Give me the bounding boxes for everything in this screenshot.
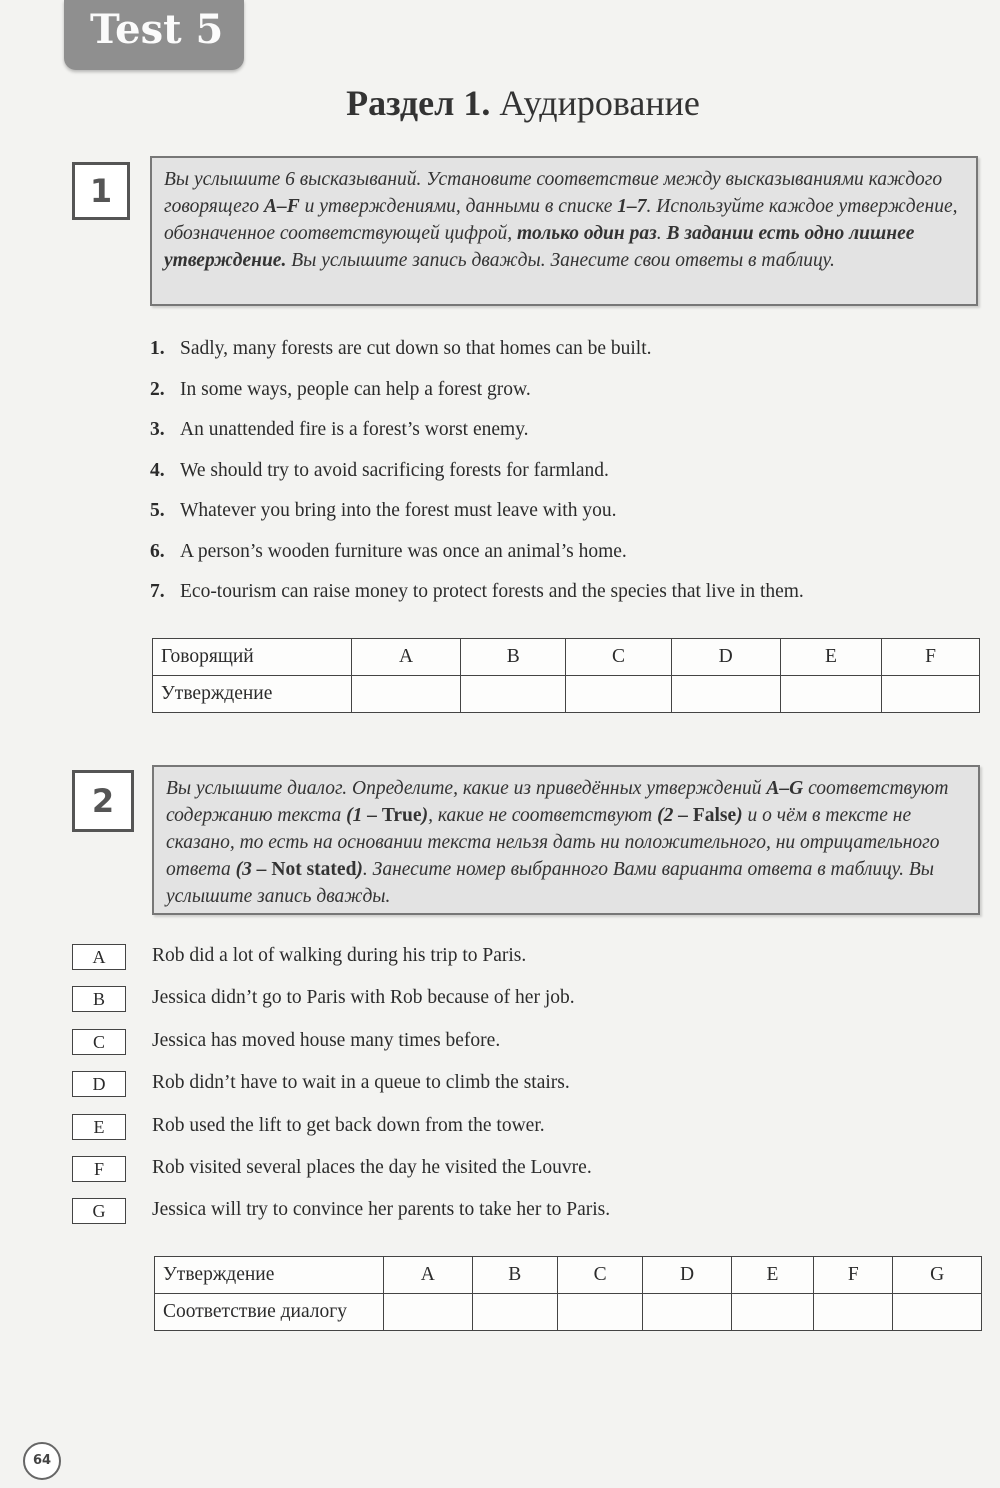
table-row [155, 1294, 982, 1331]
list-item: 5. Whatever you bring into the forest must leave with you. [150, 500, 617, 521]
statement-text: Jessica has moved house many times before. [152, 1030, 501, 1051]
answer-cell[interactable] [893, 1294, 982, 1331]
letter-label: G [72, 1198, 126, 1224]
answer-cell[interactable] [882, 676, 980, 713]
table-header-cell: E [780, 639, 881, 676]
task-2-instructions: Вы услышите диалог. Определите, какие из приведённых утверждений A–G соответствуют содержанию текста (1 – True), какие не соответствуют (2 – False) и о чём в тексте не сказано, то есть на основании текста нельзя дать ни положительного, ни отрицательного ответа (3 – Not stated). Занесите номер выбранного Вами варианта ответа в таблицу. Вы услышите запись дважды. [152, 765, 980, 915]
letter-label: A [72, 944, 126, 970]
answer-cell[interactable] [472, 1294, 557, 1331]
test-label-tab [64, 0, 244, 70]
table-header-cell: F [882, 639, 980, 676]
table-row-label: Утверждение [153, 676, 352, 713]
table-header-cell: F [814, 1257, 893, 1294]
test-label: Test 5 [90, 6, 224, 53]
letter-label: B [72, 986, 126, 1012]
letter-label: C [72, 1029, 126, 1055]
list-item: 7. Eco-tourism can raise money to protect forests and the species that live in them. [150, 581, 804, 602]
table-row [153, 676, 980, 713]
answer-cell[interactable] [780, 676, 881, 713]
table-header-cell: G [893, 1257, 982, 1294]
answer-cell[interactable] [671, 676, 780, 713]
task-1-number: 1 [72, 162, 130, 220]
statement-text: Jessica will try to convince her parents to take her to Paris. [152, 1199, 611, 1220]
table-header-cell: D [671, 639, 780, 676]
statement-text: Rob used the lift to get back down from the tower. [152, 1115, 545, 1136]
list-item: 2. In some ways, people can help a forest grow. [150, 378, 531, 400]
page-number: 64 [23, 1442, 61, 1480]
letter-label: E [72, 1114, 126, 1140]
task-1-answer-table [152, 638, 980, 713]
table-row [155, 1257, 982, 1294]
table-header-cell: E [731, 1257, 813, 1294]
table-header-cell: Говорящий [153, 639, 352, 676]
task-2-answer-table [154, 1256, 982, 1331]
table-header-cell: A [384, 1257, 473, 1294]
answer-cell[interactable] [557, 1294, 642, 1331]
task-1-statement-list [150, 334, 804, 618]
statement-text: Jessica didn’t go to Paris with Rob because of her job. [152, 987, 575, 1008]
section-title [0, 82, 1000, 124]
task-1-instructions: Вы услышите 6 высказываний. Установите соответствие между высказываниями каждого говорящего A–F и утверждениями, данными в списке 1–7. Используйте каждое утверждение, обозначенное соответствующей цифрой, только один раз. В задании есть одно лишнее утверждение. Вы услышите запись дважды. Занесите свои ответы в таблицу. [150, 156, 978, 306]
list-item: 1. Sadly, many forests are cut down so that homes can be built. [150, 338, 652, 359]
answer-cell[interactable] [643, 1294, 732, 1331]
statement-text: Rob didn’t have to wait in a queue to climb the stairs. [152, 1072, 570, 1093]
list-item: 4. We should try to avoid sacrificing forests for farmland. [150, 459, 609, 481]
answer-cell[interactable] [731, 1294, 813, 1331]
list-item: 3. An unattended fire is a forest’s worst enemy. [150, 419, 529, 440]
table-header-cell: D [643, 1257, 732, 1294]
table-header-cell: C [557, 1257, 642, 1294]
table-header-cell: Утверждение [155, 1257, 384, 1294]
answer-cell[interactable] [461, 676, 566, 713]
letter-label: F [72, 1156, 126, 1182]
table-row-label: Соответствие диалогу [155, 1294, 384, 1331]
table-header-cell: B [472, 1257, 557, 1294]
list-item: 6. A person’s wooden furniture was once an animal’s home. [150, 540, 627, 562]
letter-label: D [72, 1071, 126, 1097]
answer-cell[interactable] [352, 676, 461, 713]
table-header-cell: C [566, 639, 671, 676]
answer-cell[interactable] [566, 676, 671, 713]
section-title-number: Раздел 1. [346, 83, 491, 123]
section-title-text: Аудирование [499, 83, 700, 123]
table-header-cell: A [352, 639, 461, 676]
answer-cell[interactable] [384, 1294, 473, 1331]
task-2-number: 2 [72, 770, 134, 832]
table-header-cell: B [461, 639, 566, 676]
statement-text: Rob did a lot of walking during his trip to Paris. [152, 945, 527, 966]
statement-text: Rob visited several places the day he visited the Louvre. [152, 1157, 592, 1178]
table-row [153, 639, 980, 676]
answer-cell[interactable] [814, 1294, 893, 1331]
